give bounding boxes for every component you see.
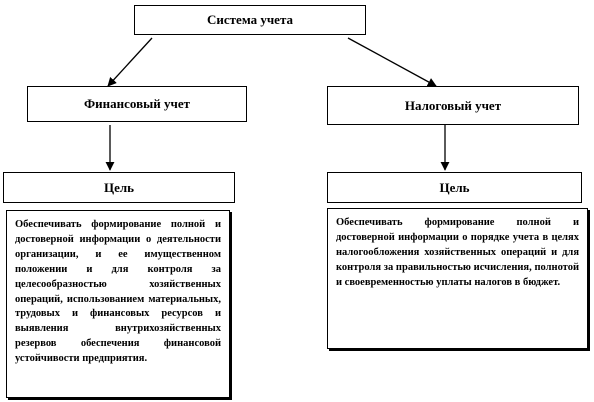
- financial-accounting-node: [27, 86, 247, 122]
- financial-goal-node: [3, 172, 235, 203]
- financial-accounting-title: Финансовый учет: [84, 96, 190, 111]
- tax-accounting-node: [327, 86, 579, 125]
- root-label: Система учета: [207, 12, 293, 27]
- arrow-root-to-financial: [108, 38, 152, 86]
- tax-goal-description: [327, 208, 588, 349]
- financial-goal-text: Обеспечивать формирование полной и достоверной информации о деятельности организации, и ее имущественном положении и для контроля за целесообразностью хозяйственных операций, использованием материальных, трудовых и финансовых ресурсов и выявления внутрихозяйственных резервов обеспечения финансовой устойчивости предприятия.: [15, 219, 221, 365]
- arrow-root-to-tax: [348, 38, 436, 86]
- financial-goal-description: [6, 210, 230, 398]
- root-node: [134, 5, 366, 35]
- tax-goal-node: [327, 172, 582, 203]
- tax-goal-label: Цель: [439, 179, 470, 195]
- tax-goal-text: Обеспечивать формирование полной и достоверной информации о порядке учета в целях налогообложения хозяйственных операций и для контроля за правильностью исчисления, полнотой и своевременностью уплаты налогов в бюджет.: [336, 217, 579, 288]
- financial-goal-label: Цель: [103, 179, 135, 195]
- tax-accounting-title: Налоговый учет: [404, 97, 502, 113]
